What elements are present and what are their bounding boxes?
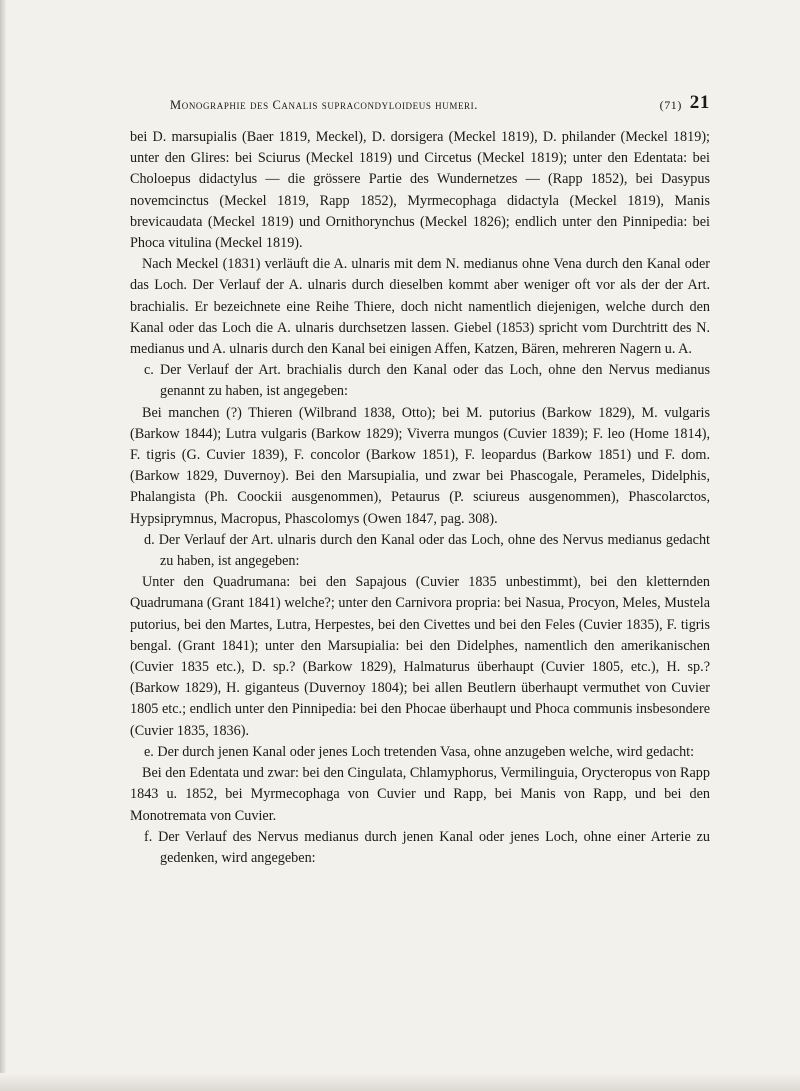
page-number: 21 <box>689 92 710 113</box>
paragraph-4: Unter den Quadrumana: bei den Sapajous (Cuvier 1835 unbestimmt), bei den kletternden Quadrumana (Grant 1841) welche?; unter den Carnivora propria: bei Nasua, Procyon, Meles, Mustela putorius, bei den Martes, Lutra, Herpestes, bei den Civettes und bei den Feles (Cuvier 1835), F. tigris bengal. (Grant 1841); unter den Marsupialia: bei den Didelphes, namentlich den amerikanischen (Cuvier 1835 etc.), D. sp.? (Barkow 1829), Halmaturus überhaupt (Cuvier 1805, etc.), H. sp.? (Barkow 1829), H. giganteus (Duvernoy 1804); bei allen Beutlern überhaupt vermuthet von Cuvier 1805 etc.; endlich unter den Pinnipedia: bei den Phocae überhaupt und Phoca communis insbesondere (Cuvier 1835, 1836). <box>130 574 710 739</box>
running-header <box>130 92 710 116</box>
paragraph-5: Bei den Edentata und zwar: bei den Cingulata, Chlamyphorus, Vermilinguia, Orycteropus von Rapp 1843 u. 1852, bei Myrmecophaga von Cuvier und Rapp, bei Manis von Rapp, und bei den Monotremata von Cuvier. <box>130 765 710 824</box>
paragraph-1: bei D. marsupialis (Baer 1819, Meckel), D. dorsigera (Meckel 1819), D. philander (Meckel 1819); unter den Glires: bei Sciurus (Meckel 1819) und Circetus (Meckel 1819); unter den Edentata: bei Choloepus didactylus — die grössere Partie des Wundernetzes — (Rapp 1852), bei Dasypus novemcinctus (Meckel 1819, Rapp 1852), Myrmecophaga didactyla (Meckel 1819), Manis brevicaudata (Meckel 1819) und Ornithorynchus (Meckel 1826); endlich unter den Pinnipedia: bei Phoca vitulina (Meckel 1819). <box>130 129 710 252</box>
heading-e: e. Der durch jenen Kanal oder jenes Loch tretenden Vasa, ohne anzugeben welche, wird gedacht: <box>144 743 695 760</box>
header-title: Monographie des Canalis supracondyloideus humeri. <box>170 98 478 112</box>
header-section: (71) <box>659 98 682 112</box>
heading-d: d. Der Verlauf der Art. ulnaris durch den Kanal oder das Loch, ohne des Nervus medianus gedacht zu haben, ist angegeben: <box>144 531 710 570</box>
paragraph-2: Nach Meckel (1831) verläuft die A. ulnaris mit dem N. medianus ohne Vena durch den Kanal oder das Loch. Der Verlauf der A. ulnaris durch dieselben kommt aber weniger oft vor als der der Art. brachialis. Er bezeichnete eine Reihe Thiere, doch nicht namentlich diejenigen, welche durch den Kanal oder das Loch die A. ulnaris durchsetzen lassen. Giebel (1853) spricht vom Durchtritt des N. medianus und A. ulnaris durch den Kanal bei einigen Affen, Katzen, Bären, mehreren Nagern u. A. <box>130 256 710 358</box>
page-bottom-edge <box>0 1073 800 1091</box>
paragraph-3: Bei manchen (?) Thieren (Wilbrand 1838, Otto); bei M. putorius (Barkow 1829), M. vulgaris (Barkow 1844); Lutra vulgaris (Barkow 1829); Viverra mungos (Cuvier 1839); F. leo (Home 1814), F. tigris (G. Cuvier 1839), F. concolor (Barkow 1851), F. leopardus (Barkow 1851) und F. dom. (Barkow 1829, Duvernoy). Bei den Marsupialia, und zwar bei Phascogale, Perameles, Didelphis, Phalangista (Ph. Coockii ausgenommen), Petaurus (P. sciureus ausgenommen), Phascolarctos, Hypsiprymnus, Macropus, Phascolomys (Owen 1847, pag. 308). <box>130 404 710 527</box>
page-edge <box>0 0 6 1091</box>
body-text <box>130 127 710 869</box>
heading-f: f. Der Verlauf des Nervus medianus durch jenen Kanal oder jenes Loch, ohne einer Arterie zu gedenken, wird angegeben: <box>144 828 710 866</box>
heading-c: c. Der Verlauf der Art. brachialis durch den Kanal oder das Loch, ohne den Nervus medianus genannt zu haben, ist angegeben: <box>144 362 710 400</box>
